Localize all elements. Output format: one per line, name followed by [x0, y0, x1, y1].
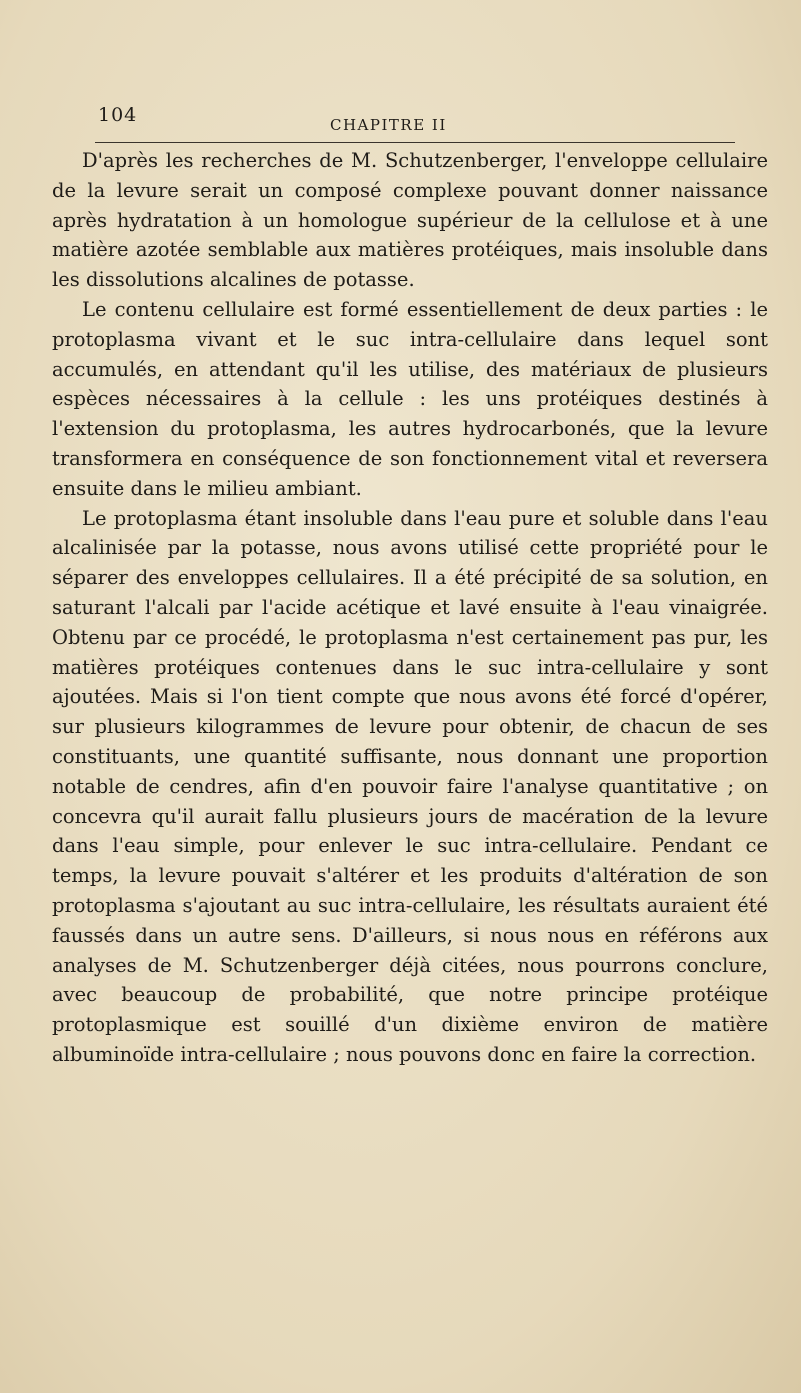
paragraph: D'après les recherches de M. Schutzenberger, l'enveloppe cellulaire de la levure serait un composé complexe pouvant donner naissance après hydratation à un homologue supérieur de la cellulose et à une matière azotée semblable aux matières protéiques, mais insoluble dans les dissolutions alcalines de potasse.: [52, 149, 768, 292]
page-number: 104: [98, 104, 138, 126]
paragraph: Le protoplasma étant insoluble dans l'eau pure et soluble dans l'eau alcalinisée par la potasse, nous avons utilisé cette propriété pour le séparer des enveloppes cellulaires. Il a été précipité de sa solution, en saturant l'alcali par l'acide acétique et lavé ensuite à l'eau vinaigrée. Obtenu par ce procédé, le protoplasma n'est certainement pas pur, les matières protéiques contenues dans le suc intra-cellulaire y sont ajoutées. Mais si l'on tient compte que nous avons été forcé d'opérer, sur plusieurs kilogrammes de levure pour obtenir, de chacun de ses constituants, une quantité suffisante, nous donnant une proportion notable de cendres, afin d'en pouvoir faire l'analyse quantitative ; on concevra qu'il aurait fallu plusieurs jours de macération de la levure dans l'eau simple, pour enlever le suc intra-cellulaire. Pendant ce temps, la levure pouvait s'altérer et les produits d'altération de son protoplasma s'ajoutant au suc intra-cellulaire, les résultats auraient été faussés dans un autre sens. D'ailleurs, si nous nous en référons aux analyses de M. Schutzenberger déjà citées, nous pourrons conclure, avec beaucoup de probabilité, que notre principe protéique protoplasmique est souillé d'un dixième environ de matière albuminoïde intra-cellulaire ; nous pouvons donc en faire la correction.: [52, 506, 768, 1066]
header-rule: [95, 142, 735, 143]
page-header: [90, 104, 740, 144]
running-title: CHAPITRE II: [330, 116, 447, 134]
paragraph: Le contenu cellulaire est formé essentiellement de deux parties : le protoplasma vivant et le suc intra-cellulaire dans lequel sont accumulés, en attendant qu'il les utilise, des matériaux de plusieurs espèces nécessaires à la cellule : les uns protéiques destinés à l'extension du protoplasma, les autres hydrocarbonés, que la levure transformera en conséquence de son fonctionnement vital et reversera ensuite dans le milieu ambiant.: [52, 297, 768, 500]
body-text: [52, 146, 768, 1070]
